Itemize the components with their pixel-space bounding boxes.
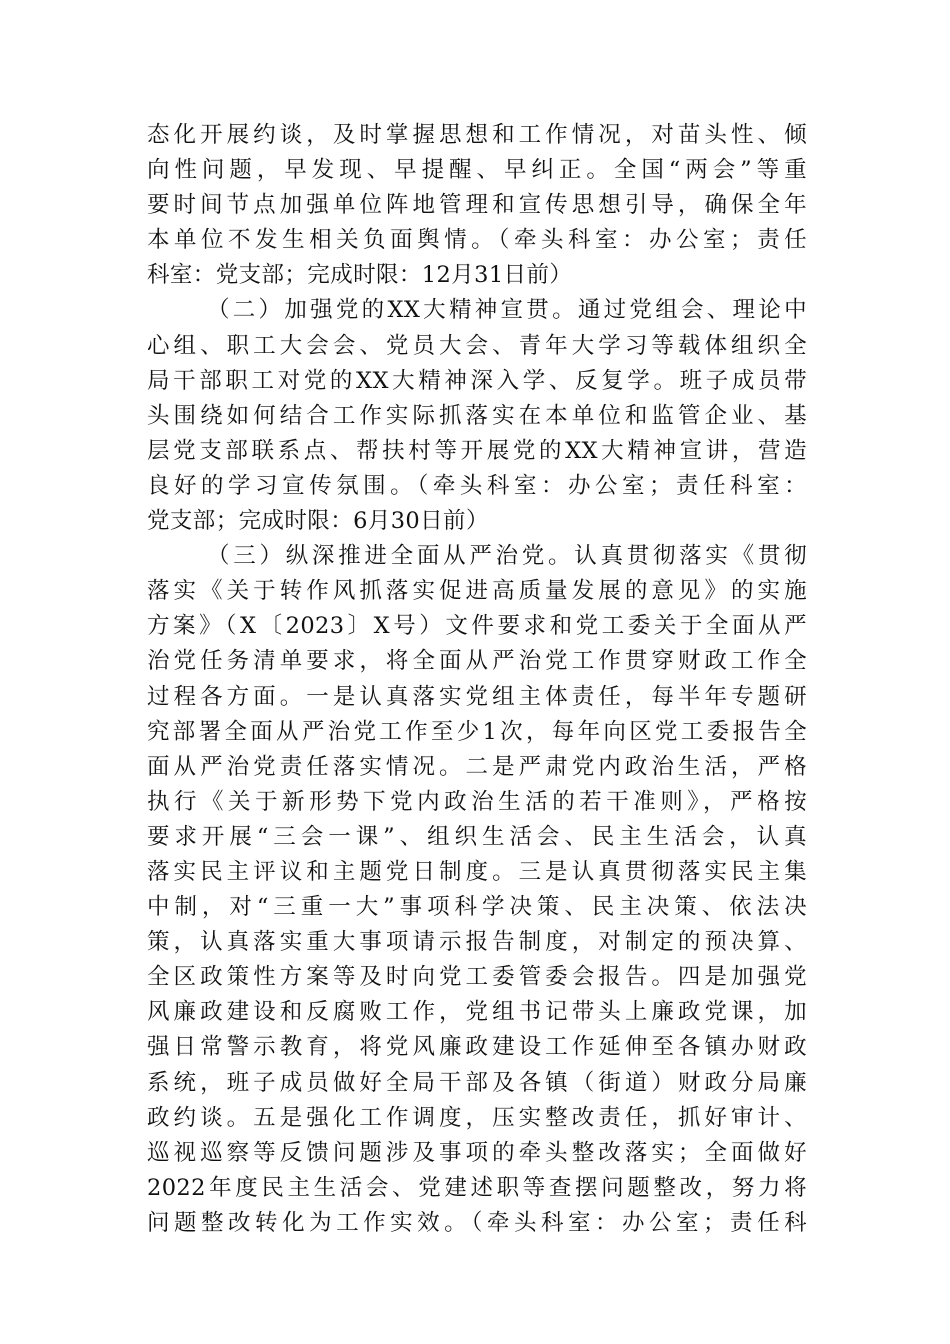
text-line: 头围绕如何结合工作实际抓落实在本单位和监管企业、基 xyxy=(147,402,807,429)
text-line: 执行《关于新形势下党内政治生活的若干准则》，严格按 xyxy=(147,788,807,815)
text-line: （二）加强党的XX大精神宣贯。通过党组会、理论中 xyxy=(207,297,807,324)
text-line: 究部署全面从严治党工作至少1次，每年向区党工委报告全 xyxy=(147,718,807,745)
text-line: （三）纵深推进全面从严治党。认真贯彻落实《贯彻 xyxy=(207,543,807,570)
text-line: 心组、职工大会会、党员大会、青年大学习等载体组织全 xyxy=(147,332,807,359)
text-line: 强日常警示教育，将党风廉政建设工作延伸至各镇办财政 xyxy=(147,1034,807,1061)
text-line: 层党支部联系点、帮扶村等开展党的XX大精神宣讲，营造 xyxy=(147,437,807,464)
text-line: 问题整改转化为工作实效。（牵头科室：办公室；责任科 xyxy=(147,1209,807,1236)
text-line: 党支部；完成时限：6月30日前） xyxy=(147,508,489,535)
text-line: 政约谈。五是强化工作调度，压实整改责任，抓好审计、 xyxy=(147,1104,807,1131)
text-line: 良好的学习宣传氛围。（牵头科室：办公室；责任科室： xyxy=(147,472,807,499)
text-line: 风廉政建设和反腐败工作，党组书记带头上廉政党课，加 xyxy=(147,999,807,1026)
text-line: 策，认真落实重大事项请示报告制度，对制定的预决算、 xyxy=(147,929,807,956)
text-line: 局干部职工对党的XX大精神深入学、反复学。班子成员带 xyxy=(147,367,807,394)
text-line: 落实民主评议和主题党日制度。三是认真贯彻落实民主集 xyxy=(147,858,807,885)
text-line: 态化开展约谈，及时掌握思想和工作情况，对苗头性、倾 xyxy=(147,122,807,148)
text-line: 治党任务清单要求，将全面从严治党工作贯穿财政工作全 xyxy=(147,648,807,675)
text-line: 科室：党支部；完成时限：12月31日前） xyxy=(147,262,573,289)
text-line: 面从严治党责任落实情况。二是严肃党内政治生活，严格 xyxy=(147,753,807,780)
text-line: 全区政策性方案等及时向党工委管委会报告。四是加强党 xyxy=(147,964,807,991)
text-line: 系统，班子成员做好全局干部及各镇（街道）财政分局廉 xyxy=(147,1069,807,1096)
document-body xyxy=(147,118,807,1241)
text-line: 方案》（X〔2023〕X号）文件要求和党工委关于全面从严 xyxy=(147,613,807,640)
text-line: 要时间节点加强单位阵地管理和宣传思想引导，确保全年 xyxy=(147,192,807,219)
text-line: 向性问题，早发现、早提醒、早纠正。全国“两会”等重 xyxy=(147,157,807,184)
text-line: 中制，对“三重一大”事项科学决策、民主决策、依法决 xyxy=(147,894,807,921)
text-line: 巡视巡察等反馈问题涉及事项的牵头整改落实；全面做好 xyxy=(147,1139,807,1166)
text-line: 落实《关于转作风抓落实促进高质量发展的意见》的实施 xyxy=(147,578,807,605)
text-line: 2022年度民主生活会、党建述职等查摆问题整改，努力将 xyxy=(147,1174,807,1201)
text-line: 要求开展“三会一课”、组织生活会、民主生活会，认真 xyxy=(147,823,807,850)
text-line: 本单位不发生相关负面舆情。（牵头科室：办公室；责任 xyxy=(147,227,807,254)
text-line: 过程各方面。一是认真落实党组主体责任，每半年专题研 xyxy=(147,683,807,710)
